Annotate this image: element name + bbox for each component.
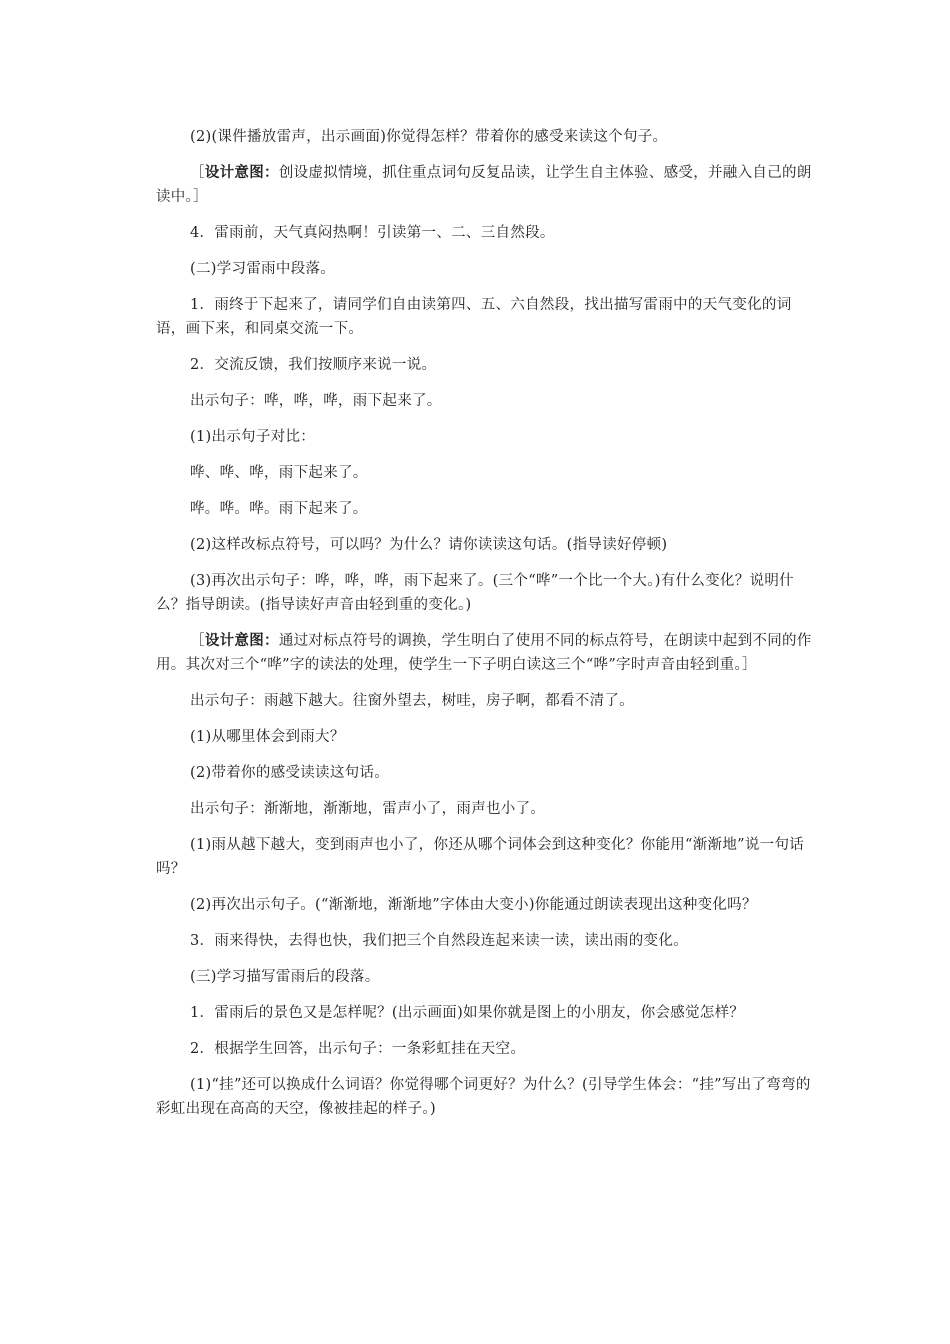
bracket-open: ［ [190,165,205,181]
paragraph: (3)再次出示句子：哗，哗，哗，雨下起来了。(三个“哗”一个比一个大。)有什么变化？说明什么？指导朗读。(指导读好声音由轻到重的变化。) [156,573,794,613]
paragraph: 1．雷雨后的景色又是怎样呢？(出示画面)如果你就是图上的小朋友，你会感觉怎样？ [190,1005,745,1021]
paragraph: (1)从哪里体会到雨大？ [190,729,345,745]
paragraph: 4．雷雨前，天气真闷热啊！引读第一、二、三自然段。 [190,225,555,241]
bracket-open: ［ [190,633,205,649]
paragraph: (1)出示句子对比： [190,429,316,445]
design-intent-paragraph [156,161,816,209]
paragraph: (2)再次出示句子。(“渐渐地，渐渐地”字体由大变小)你能通过朗读表现出这种变化吗？ [190,897,757,913]
design-intent-text: 创设虚拟情境，抓住重点词句反复品读，让学生自主体验、感受，并融入自己的朗读中。］ [156,165,812,205]
section-heading: (三)学习描写雷雨后的段落。 [190,969,380,985]
paragraph: (1)雨从越下越大，变到雨声也小了，你还从哪个词体会到这种变化？你能用“渐渐地”说一句话吗？ [156,837,805,877]
paragraph: (2)带着你的感受读读这句话。 [190,765,390,781]
design-intent-label: 设计意图： [204,164,279,181]
design-intent-paragraph [156,629,816,677]
paragraph: 哗、哗、哗，雨下起来了。 [190,465,368,481]
paragraph: 1．雨终于下起来了，请同学们自由读第四、五、六自然段，找出描写雷雨中的天气变化的词语，画下来，和同桌交流一下。 [156,297,792,337]
paragraph: (2)(课件播放雷声，出示画面)你觉得怎样？带着你的感受来读这个句子。 [190,129,668,145]
paragraph: 2．根据学生回答，出示句子：一条彩虹挂在天空。 [190,1041,526,1057]
design-intent-label: 设计意图： [204,632,279,649]
paragraph: 哗。哗。哗。雨下起来了。 [190,501,368,517]
paragraph: 3．雨来得快，去得也快，我们把三个自然段连起来读一读，读出雨的变化。 [190,933,688,949]
document-page [156,125,816,1133]
paragraph: 出示句子：渐渐地，渐渐地，雷声小了，雨声也小了。 [190,801,546,817]
paragraph: (2)这样改标点符号，可以吗？为什么？请你读读这句话。(指导读好停顿) [190,537,668,553]
paragraph: (1)“挂”还可以换成什么词语？你觉得哪个词更好？为什么？(引导学生体会：“挂”写出了弯弯的彩虹出现在高高的天空，像被挂起的样子。) [156,1077,811,1117]
paragraph: 2．交流反馈，我们按顺序来说一说。 [190,357,437,373]
section-heading: (二)学习雷雨中段落。 [190,261,336,277]
paragraph: 出示句子：哗，哗，哗，雨下起来了。 [190,393,442,409]
design-intent-text: 通过对标点符号的调换，学生明白了使用不同的标点符号，在朗读中起到不同的作用。其次对三个“哗”字的读法的处理，使学生一下子明白读这三个“哗”字时声音由轻到重。］ [156,633,812,673]
paragraph: 出示句子：雨越下越大。往窗外望去，树哇，房子啊，都看不清了。 [190,693,634,709]
